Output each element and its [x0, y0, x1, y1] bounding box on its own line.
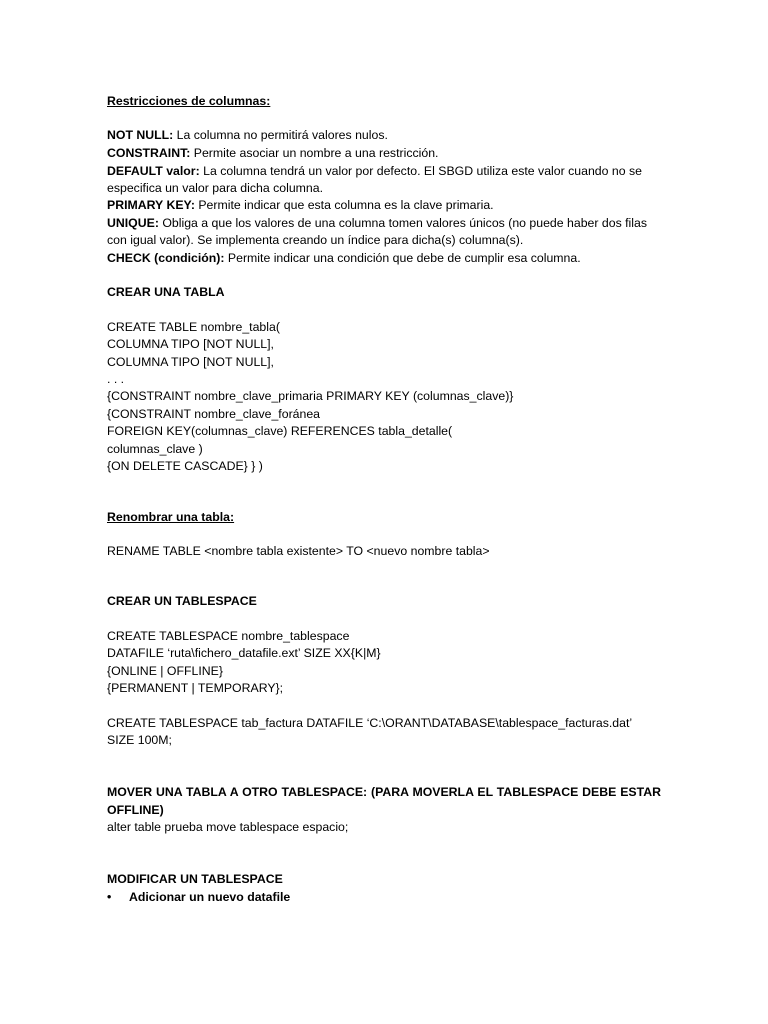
desc: Permite indicar que esta columna es la clave primaria. [194, 198, 494, 212]
restriccion-primary-key [107, 196, 494, 214]
restriccion-constraint [107, 144, 438, 162]
restriccion-default [107, 162, 642, 180]
modificar-heading: MODIFICAR UN TABLESPACE [107, 872, 283, 886]
desc: La columna no permitirá valores nulos. [173, 128, 388, 142]
desc: Permite asociar un nombre a una restricción. [190, 146, 439, 160]
desc: especifica un valor para dicha columna. [107, 181, 324, 195]
term: PRIMARY KEY: [107, 198, 195, 212]
crear-tabla-heading: CREAR UNA TABLA [107, 285, 225, 299]
desc: con igual valor). Se implementa creando un índice para dicha(s) columna(s). [107, 233, 524, 247]
restriccion-not-null [107, 126, 388, 144]
code-line: CREATE TABLE nombre_tabla( [107, 320, 280, 334]
term: CONSTRAINT: [107, 146, 191, 160]
desc: La columna tendrá un valor por defecto. El SBGD utiliza este valor cuando no se [199, 164, 642, 178]
desc: Obliga a que los valores de una columna tomen valores únicos (no puede haber dos filas [158, 216, 647, 230]
bullet-item: Adicionar un nuevo datafile [129, 890, 291, 904]
code-line: . . . [107, 372, 125, 386]
term: UNIQUE: [107, 216, 159, 230]
code-line: {CONSTRAINT nombre_clave_primaria PRIMARY KEY (columnas_clave)} [107, 389, 514, 403]
restricciones-heading: Restricciones de columnas: [107, 94, 271, 108]
bullet-glyph: • [107, 890, 112, 904]
code-line: {ON DELETE CASCADE} } ) [107, 459, 263, 473]
code-line: {CONSTRAINT nombre_clave_foránea [107, 407, 321, 421]
term: NOT NULL: [107, 128, 174, 142]
code-line: COLUMNA TIPO [NOT NULL], [107, 355, 274, 369]
restriccion-check [107, 249, 581, 267]
renombrar-code: RENAME TABLE <nombre tabla existente> TO <nuevo nombre tabla> [107, 544, 490, 558]
code-line: CREATE TABLESPACE nombre_tablespace [107, 629, 350, 643]
mover-heading: MOVER UNA TABLA A OTRO TABLESPACE: (PARA MOVERLA EL TABLESPACE DEBE ESTAR [107, 785, 661, 799]
mover-code: alter table prueba move tablespace espacio; [107, 820, 349, 834]
code-line: FOREIGN KEY(columnas_clave) REFERENCES tabla_detalle( [107, 424, 453, 438]
crear-tablespace-heading: CREAR UN TABLESPACE [107, 594, 257, 608]
code-line: {PERMANENT | TEMPORARY}; [107, 681, 284, 695]
renombrar-heading: Renombrar una tabla: [107, 510, 235, 524]
code-line: COLUMNA TIPO [NOT NULL], [107, 337, 274, 351]
code-line: CREATE TABLESPACE tab_factura DATAFILE ‘C:\ORANT\DATABASE\tablespace_facturas.dat’ [107, 716, 633, 730]
code-line: DATAFILE ‘ruta\fichero_datafile.ext’ SIZE XX{K|M} [107, 646, 381, 660]
restriccion-unique [107, 214, 647, 232]
desc: Permite indicar una condición que debe de cumplir esa columna. [224, 251, 581, 265]
restriccion-unique-cont [107, 231, 523, 249]
code-line: columnas_clave ) [107, 442, 203, 456]
restriccion-default-cont [107, 179, 323, 197]
mover-heading-cont: OFFLINE) [107, 803, 164, 817]
code-line: {ONLINE | OFFLINE} [107, 664, 223, 678]
code-line: SIZE 100M; [107, 733, 172, 747]
term: CHECK (condición): [107, 251, 225, 265]
term: DEFAULT valor: [107, 164, 200, 178]
